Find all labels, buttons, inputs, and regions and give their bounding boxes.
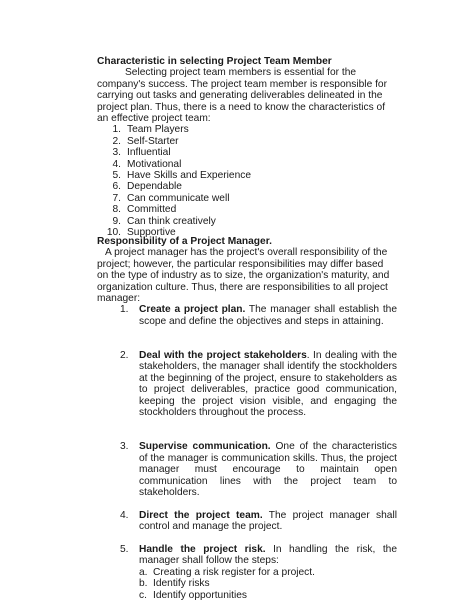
section-team-characteristics xyxy=(97,56,397,239)
responsibility-text: In handling the risk, the manager shall follow the steps: xyxy=(139,543,397,567)
sub-list-item xyxy=(139,567,397,578)
list-text: Motivational xyxy=(127,158,182,170)
list-number: 1. xyxy=(112,124,121,136)
list-text: Committed xyxy=(127,204,177,216)
sub-list-item xyxy=(139,578,397,589)
list-number: 2. xyxy=(120,350,129,362)
responsibility-item xyxy=(97,544,397,601)
responsibility-item xyxy=(97,441,397,498)
risk-steps-list xyxy=(139,567,397,601)
list-number: 6. xyxy=(112,181,121,193)
list-letter: b. xyxy=(139,578,148,590)
responsibility-text: The project manager shall control and manage the project. xyxy=(139,509,397,533)
list-item xyxy=(97,159,397,170)
list-number: 2. xyxy=(112,135,121,147)
responsibility-lead: Direct the project team. xyxy=(139,509,263,521)
responsibility-lead: Deal with the project stakeholders xyxy=(139,350,307,362)
list-text: Can think creatively xyxy=(127,215,216,227)
responsibility-text: The manager shall establish the scope and define the objectives and steps in attaining. xyxy=(139,304,397,327)
sub-list-text: Identify risks xyxy=(153,578,210,590)
list-number: 4. xyxy=(112,158,121,170)
list-item xyxy=(97,193,397,204)
list-number: 8. xyxy=(112,204,121,216)
list-number: 9. xyxy=(112,215,121,227)
list-number: 1. xyxy=(120,304,129,316)
responsibility-lead: Handle the project risk. xyxy=(139,543,266,555)
list-text: Dependable xyxy=(127,181,182,193)
responsibility-item xyxy=(97,304,397,327)
list-number: 3. xyxy=(112,147,121,159)
list-text: Team Players xyxy=(127,124,189,136)
list-number: 4. xyxy=(120,509,129,521)
responsibility-item xyxy=(97,510,397,533)
list-number: 3. xyxy=(120,441,129,453)
list-letter: a. xyxy=(139,566,148,578)
list-number: 5. xyxy=(112,170,121,182)
responsibility-lead: Supervise communication. xyxy=(139,441,271,453)
section-heading: Characteristic in selecting Project Team Member xyxy=(97,56,332,67)
list-item xyxy=(97,124,397,135)
responsibility-lead: Create a project plan. xyxy=(139,304,246,316)
responsibilities-list xyxy=(97,304,397,601)
sub-list-text: Creating a risk register for a project. xyxy=(153,566,315,578)
list-number: 10. xyxy=(106,227,121,239)
section-paragraph: Selecting project team members is essential for the company's success. The project team member is responsible for carrying out tasks and generating deliverables delineated in the project plan. Thus, there is a need to know the characteristics of an effective project team: xyxy=(97,67,387,125)
sub-list-text: Identify opportunities xyxy=(153,589,248,601)
responsibility-text: . In dealing with the stakeholders, the manager shall identify the stockholders at the beginning of the project, ensure to stakeholders as to project deliverables, practice good communication, keeping the project vision visible, and engaging the stockholders throughout the process. xyxy=(139,350,397,419)
responsibility-text: One of the characteristics of the manager is communication skills. Thus, the project manager must encourage to maintain open communication lines with the project team to stakeholders. xyxy=(139,441,397,498)
section-heading: Responsibility of a Project Manager. xyxy=(97,236,272,247)
list-letter: c. xyxy=(139,589,147,601)
sub-list-item xyxy=(139,590,397,601)
list-item xyxy=(97,181,397,192)
list-item xyxy=(97,147,397,158)
list-number: 5. xyxy=(120,543,129,555)
list-number: 7. xyxy=(112,192,121,204)
list-text: Supportive xyxy=(127,227,176,239)
list-text: Can communicate well xyxy=(127,192,230,204)
responsibility-item xyxy=(97,350,397,418)
list-text: Have Skills and Experience xyxy=(127,170,252,182)
list-text: Self-Starter xyxy=(127,135,179,147)
section-manager-responsibilities xyxy=(97,236,397,601)
section-paragraph: A project manager has the project's overall responsibility of the project; however, the particular responsibilities may differ based on the type of industry as to size, the organization's maturity, and organization culture. Thus, there are responsibilities to all project manager: xyxy=(97,247,390,305)
list-item xyxy=(97,170,397,181)
list-text: Influential xyxy=(127,147,171,159)
list-item xyxy=(97,216,397,227)
list-item xyxy=(97,136,397,147)
characteristics-list xyxy=(97,124,397,238)
list-item xyxy=(97,204,397,215)
